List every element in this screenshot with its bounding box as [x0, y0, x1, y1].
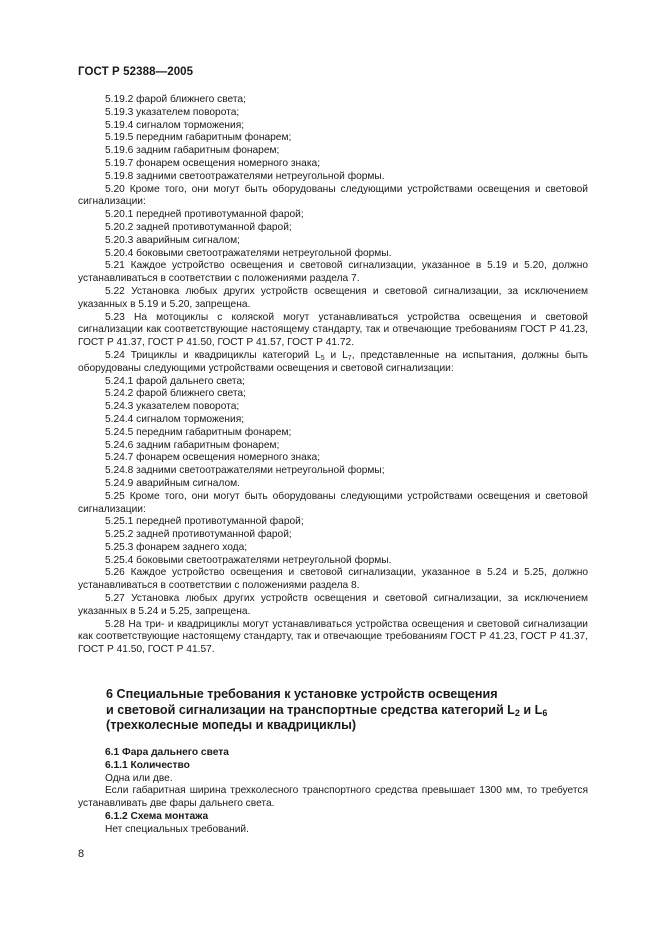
clause-5-24	[78, 350, 588, 376]
clause-5-20: 5.20 Кроме того, они могут быть оборудованы следующими устройствами освещения и световой сигнализации:	[78, 183, 588, 208]
section-6-line-1: 6 Специальные требования к установке устройств освещения	[106, 687, 498, 701]
heading-6-1: 6.1 Фара дальнего света	[105, 747, 229, 758]
clause-5-19-7: 5.19.7 фонарем освещения номерного знака;	[105, 157, 321, 169]
clause-5-25: 5.25 Кроме того, они могут быть оборудованы следующими устройствами освещения и световой сигнализации:	[78, 490, 588, 515]
clause-5-21: 5.21 Каждое устройство освещения и световой сигнализации, указанное в 5.19 и 5.20, должно устанавливаться в соответствии с положениями раздела 7.	[78, 260, 588, 285]
clause-5-24-text-b: и L	[324, 349, 348, 361]
standard-code-header: ГОСТ Р 52388—2005	[78, 66, 194, 78]
heading-6-1-1: 6.1.1 Количество	[105, 759, 190, 771]
clause-5-19-5: 5.19.5 передним габаритным фонарем;	[105, 132, 292, 144]
clause-5-24-4: 5.24.4 сигналом торможения;	[105, 413, 245, 425]
text-quantity: Одна или две.	[105, 772, 173, 784]
clause-5-20-2: 5.20.2 задней противотуманной фарой;	[105, 221, 292, 233]
clause-5-28: 5.28 На три- и квадрициклы могут устанавливаться устройства освещения и световой сигнализации как соответствующие настоящему стандарту, так и отвечающие требованиям ГОСТ Р 41.23, ГОСТ Р 41.37, ГОСТ Р 41.50, ГОСТ Р 41.57.	[78, 618, 588, 656]
heading-6-1-2: 6.1.2 Схема монтажа	[105, 810, 209, 822]
clause-5-22: 5.22 Установка любых других устройств освещения и световой сигнализации, за исключением указанных в 5.19 и 5.20, запрещена.	[78, 285, 588, 310]
section-6-line-2	[106, 703, 606, 719]
clause-5-24-1: 5.24.1 фарой дальнего света;	[105, 375, 245, 387]
clause-5-19-4: 5.19.4 сигналом торможения;	[105, 119, 245, 131]
clause-5-19-8: 5.19.8 задними светоотражателями нетреугольной формы.	[105, 170, 385, 182]
subscript-5: 5	[320, 354, 325, 362]
clause-5-20-3: 5.20.3 аварийным сигналом;	[105, 234, 240, 246]
subscript-6: 6	[542, 707, 548, 718]
clause-5-25-4: 5.25.4 боковыми светоотражателями нетреугольной формы.	[105, 554, 392, 566]
clause-5-25-1: 5.25.1 передней противотуманной фарой;	[105, 516, 304, 528]
clause-5-23: 5.23 На мотоциклы с коляской могут устанавливаться устройства освещения и световой сигнализации как соответствующие настоящему стандарту, так и отвечающие требованиям ГОСТ Р 41.23, ГОСТ Р 41.37, ГОСТ Р 41.50, ГОСТ Р 41.57, ГОСТ Р 41.72.	[78, 311, 588, 349]
clauses-block	[78, 94, 588, 657]
subscript-7: 7	[347, 354, 352, 362]
text-width-rule: Если габаритная ширина трехколесного транспортного средства превышает 1300 мм, то требуется устанавливать две фары дальнего света.	[78, 785, 588, 810]
clause-5-24-9: 5.24.9 аварийным сигналом.	[105, 477, 240, 489]
section-6-line-2-a: и световой сигнализации на транспортные средства категорий L	[106, 702, 515, 717]
clause-5-25-3: 5.25.3 фонарем заднего хода;	[105, 541, 248, 553]
page-number: 8	[78, 848, 85, 860]
text-mounting: Нет специальных требований.	[105, 823, 249, 835]
section-6-line-3: (трехколесные мопеды и квадрициклы)	[106, 718, 357, 732]
clause-5-24-text-c: , представленные на испытания, должны быть оборудованы следующими устройствами освещения и световой сигнализации:	[78, 349, 588, 374]
clause-5-19-3: 5.19.3 указателем поворота;	[105, 106, 240, 118]
clause-5-24-text-a: 5.24 Трициклы и квадрициклы категорий L	[105, 349, 321, 361]
clause-5-24-7: 5.24.7 фонарем освещения номерного знака;	[105, 452, 321, 464]
clause-5-26: 5.26 Каждое устройство освещения и световой сигнализации, указанное в 5.24 и 5.25, должно устанавливаться в соответствии с положениями раздела 8.	[78, 567, 588, 592]
clause-5-27: 5.27 Установка любых других устройств освещения и световой сигнализации, за исключением указанных в 5.24 и 5.25, запрещена.	[78, 593, 588, 617]
clause-5-24-6: 5.24.6 задним габаритным фонарем;	[105, 439, 280, 451]
clause-5-24-8: 5.24.8 задними светоотражателями нетреугольной формы;	[105, 465, 385, 477]
clause-5-19-2: 5.19.2 фарой ближнего света;	[105, 94, 246, 105]
clause-5-19-6: 5.19.6 задним габаритным фонарем;	[105, 145, 280, 157]
section-6-heading	[106, 687, 606, 734]
clause-5-25-2: 5.25.2 задней противотуманной фарой;	[105, 529, 292, 541]
subsection-6-1	[78, 747, 588, 837]
clause-5-20-1: 5.20.1 передней противотуманной фарой;	[105, 209, 304, 221]
clause-5-24-3: 5.24.3 указателем поворота;	[105, 401, 240, 413]
clause-5-24-5: 5.24.5 передним габаритным фонарем;	[105, 426, 292, 438]
clause-5-24-2: 5.24.2 фарой ближнего света;	[105, 388, 246, 400]
section-6-line-2-b: и L	[519, 702, 543, 717]
clause-5-20-4: 5.20.4 боковыми светоотражателями нетреугольной формы.	[105, 247, 392, 259]
subscript-2: 2	[514, 707, 520, 718]
